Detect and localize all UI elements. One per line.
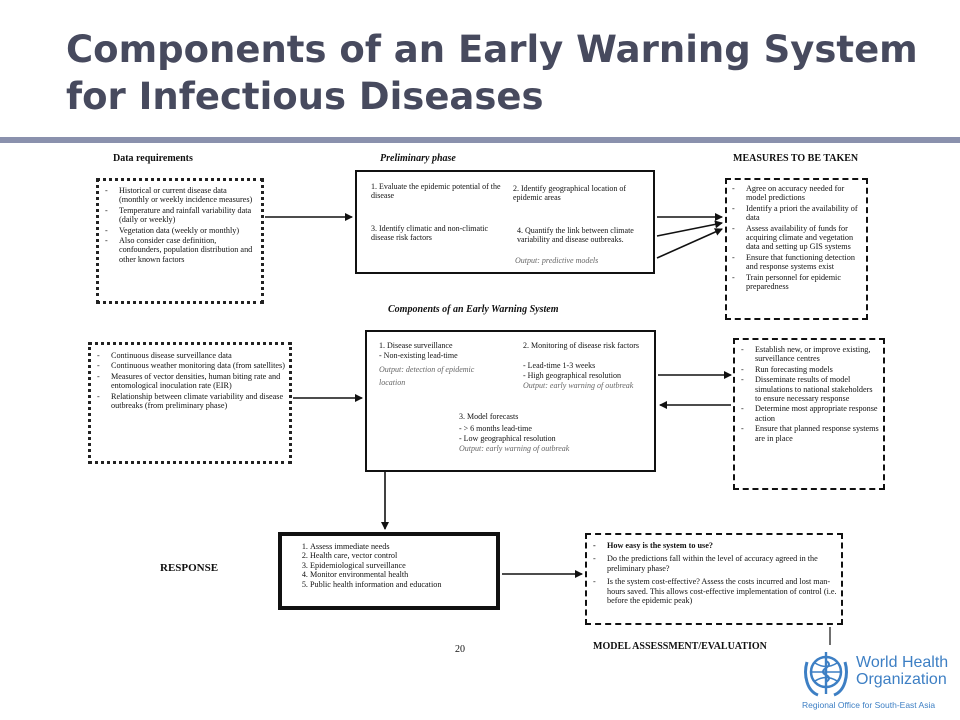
measures-box-top: [725, 178, 868, 320]
data-requirements-label: Data requirements: [113, 153, 193, 164]
list-item: 2. Health care, vector control: [310, 551, 488, 560]
preliminary-step-2: 2. Identify geographical location of epidemic areas: [513, 184, 627, 203]
list-item: - Continuous weather monitoring data (from satellites): [95, 361, 285, 370]
list-item: - Historical or current disease data (monthly or weekly incidence measures): [103, 186, 257, 205]
who-name-line-2: Organization: [856, 671, 947, 688]
list-item: - Do the predictions fall within the level of accuracy agreed in the preliminary phase?: [591, 554, 837, 573]
preliminary-step-3: 3. Identify climatic and non-climatic disease risk factors: [371, 224, 489, 243]
list-item: - Temperature and rainfall variability data (daily or weekly): [103, 206, 257, 225]
list-item: - Run forecasting models: [739, 365, 879, 374]
who-emblem-icon: [802, 648, 854, 698]
measures-label: MEASURES TO BE TAKEN: [733, 153, 859, 164]
list-item: - Continuous disease surveillance data: [95, 351, 285, 360]
evaluation-box: [585, 533, 843, 625]
ews-forecast-title: 3. Model forecasts: [459, 412, 519, 421]
who-region: Regional Office for South-East Asia: [802, 700, 936, 710]
ews-monitoring-title: 2. Monitoring of disease risk factors: [523, 341, 639, 350]
preliminary-phase-label: Preliminary phase: [380, 153, 456, 164]
ews-monitoring-leadtime: - Lead-time 1-3 weeks: [523, 361, 596, 370]
list-item: - Identify a priori the availability of data: [730, 204, 863, 223]
list-item: - Vegetation data (weekly or monthly): [103, 226, 257, 235]
list-item: - Disseminate results of model simulations to national stakeholders to ensure necessary response: [739, 375, 879, 403]
measures-box-mid: [733, 338, 885, 490]
ews-surveillance-title: 1. Disease surveillance: [379, 341, 453, 350]
list-item: - Determine most appropriate response action: [739, 404, 879, 423]
list-item: - Establish new, or improve existing, surveillance centres: [739, 345, 879, 364]
list-item: 1. Assess immediate needs: [310, 542, 488, 551]
preliminary-step-1: 1. Evaluate the epidemic potential of the disease: [371, 182, 501, 201]
ews-monitoring-output: Output: early warning of outbreak: [523, 381, 634, 390]
list-item: - Assess availability of funds for acquiring climate and vegetation data and setting up GIS systems: [730, 224, 863, 252]
who-name: [856, 654, 948, 688]
preliminary-step-4: 4. Quantify the link between climate variability and disease outbreaks.: [517, 226, 634, 245]
preliminary-phase-box: [355, 170, 655, 274]
list-item: - Ensure that planned response systems are in place: [739, 424, 879, 443]
ews-monitoring-resolution: - High geographical resolution: [523, 371, 621, 380]
who-name-line-1: World Health: [856, 654, 949, 671]
ews-components-box: [365, 330, 656, 472]
page-number: 20: [455, 644, 465, 653]
ews-forecast-leadtime: - > 6 months lead-time: [459, 424, 532, 433]
who-logo: [802, 648, 952, 712]
list-item: - How easy is the system to use?: [591, 541, 837, 550]
surveillance-data-box: [88, 342, 292, 464]
ews-forecast-output: Output: early warning of outbreak: [459, 444, 570, 453]
title-divider: [0, 137, 960, 143]
list-item: - Agree on accuracy needed for model predictions: [730, 184, 863, 203]
list-item: - Measures of vector densities, human biting rate and entomological inoculation rate (EIR): [95, 372, 285, 391]
list-item: 4. Monitor environmental health: [310, 570, 488, 579]
arrow-preliminary-to-measures-2: [657, 223, 722, 236]
ews-surveillance-output: Output: detection of epidemic location: [379, 365, 475, 387]
arrow-preliminary-to-measures-3: [657, 229, 722, 258]
response-box: [278, 532, 500, 610]
data-requirements-box: [96, 178, 264, 304]
model-assessment-label: MODEL ASSESSMENT/EVALUATION: [593, 641, 767, 652]
list-item: - Is the system cost-effective? Assess the costs incurred and lost man-hours saved. This allows cost-effective implementation of control (i.e. before the epidemic peak): [591, 577, 837, 605]
list-item: - Train personnel for epidemic preparedness: [730, 273, 863, 292]
ews-forecast-resolution: - Low geographical resolution: [459, 434, 556, 443]
ews-components-label: Components of an Early Warning System: [388, 304, 559, 315]
ews-surveillance-leadtime: - Non-existing lead-time: [379, 351, 458, 360]
response-label: RESPONSE: [160, 562, 219, 574]
list-item: 3. Epidemiological surveillance: [310, 561, 488, 570]
list-item: - Ensure that functioning detection and response systems exist: [730, 253, 863, 272]
slide-title: Components of an Early Warning System for Infectious Diseases: [66, 28, 918, 118]
list-item: 5. Public health information and education: [310, 580, 488, 589]
list-item: - Relationship between climate variability and disease outbreaks (from preliminary phase): [95, 392, 285, 411]
list-item: - Also consider case definition, confounders, population distribution and other known factors: [103, 236, 257, 264]
preliminary-output: Output: predictive models: [515, 256, 599, 265]
